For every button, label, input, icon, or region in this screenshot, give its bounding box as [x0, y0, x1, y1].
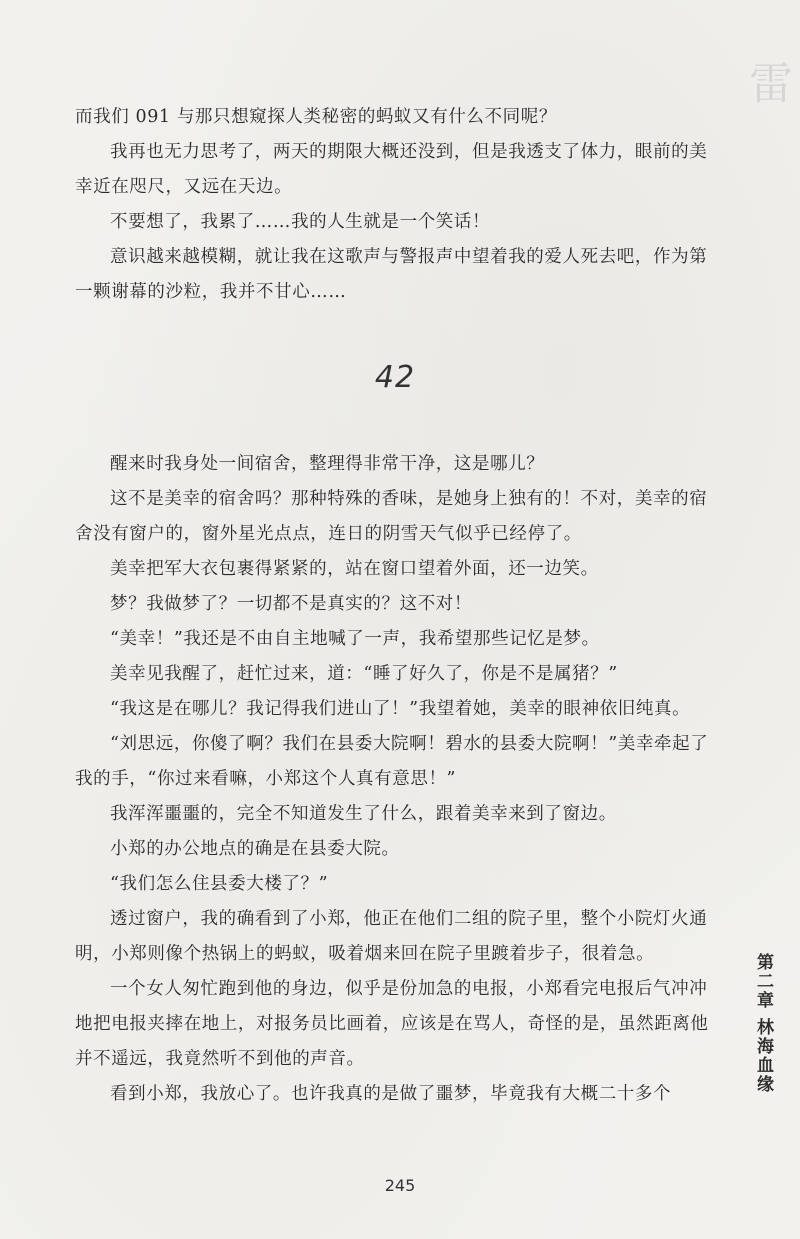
paragraph: 醒来时我身处一间宿舍，整理得非常干净，这是哪儿？: [110, 454, 545, 474]
paragraph: 我再也无力思考了，两天的期限大概还没到，但是我透支了体力，眼前的美幸近在咫尺，又远在天边。: [75, 142, 708, 197]
paragraph: 梦？我做梦了？一切都不是真实的？这不对！: [110, 594, 472, 614]
section-number: 42: [374, 360, 416, 395]
page-number: 245: [384, 1176, 416, 1195]
paragraph: 而我们 091 与那只想窥探人类秘密的蚂蚁又有什么不同呢？: [75, 107, 557, 127]
paragraph: 小郑的办公地点的确是在县委大院。: [110, 839, 400, 859]
paragraph: 美幸把军大衣包裹得紧紧的，站在窗口望着外面，还一边笑。: [110, 559, 599, 579]
paragraph: “刘思远，你傻了啊？我们在县委大院啊！碧水的县委大院啊！”美幸牵起了我的手，“你过来看嘛，小郑这个人真有意思！”: [75, 734, 709, 789]
paragraph: “我这是在哪儿？我记得我们进山了！”我望着她，美幸的眼神依旧纯真。: [110, 699, 691, 719]
body-text: [75, 100, 715, 1112]
chapter-side-label: 第二章 林海血缘: [753, 953, 773, 1094]
paragraph: 我浑浑噩噩的，完全不知道发生了什么，跟着美幸来到了窗边。: [110, 804, 617, 824]
paragraph: “我们怎么住县委大楼了？”: [110, 874, 329, 894]
paragraph: “美幸！”我还是不由自主地喊了一声，我希望那些记忆是梦。: [110, 629, 600, 649]
paragraph: 看到小郑，我放心了。也许我真的是做了噩梦，毕竟我有大概二十多个: [110, 1084, 672, 1104]
bleed-through-header-char: 雷: [741, 60, 792, 104]
paragraph: 一个女人匆忙跑到他的身边，似乎是份加急的电报，小郑看完电报后气冲冲地把电报夹摔在地上，对报务员比画着，应该是在骂人，奇怪的是，虽然距离他并不遥远，我竟然听不到他的声音。: [75, 979, 709, 1069]
paragraph: 透过窗户，我的确看到了小郑，他正在他们二组的院子里，整个小院灯火通明，小郑则像个热锅上的蚂蚁，吸着烟来回在院子里踱着步子，很着急。: [75, 909, 708, 964]
paragraph: 美幸见我醒了，赶忙过来，道：“睡了好久了，你是不是属猪？”: [110, 664, 618, 684]
paragraph: 不要想了，我累了……我的人生就是一个笑话！: [110, 212, 491, 232]
paragraph: 意识越来越模糊，就让我在这歌声与警报声中望着我的爱人死去吧，作为第一颗谢幕的沙粒，我并不甘心……: [75, 247, 708, 302]
paragraph: 这不是美幸的宿舍吗？那种特殊的香味，是她身上独有的！不对，美幸的宿舍没有窗户的，窗外星光点点，连日的阴雪天气似乎已经停了。: [75, 489, 708, 544]
